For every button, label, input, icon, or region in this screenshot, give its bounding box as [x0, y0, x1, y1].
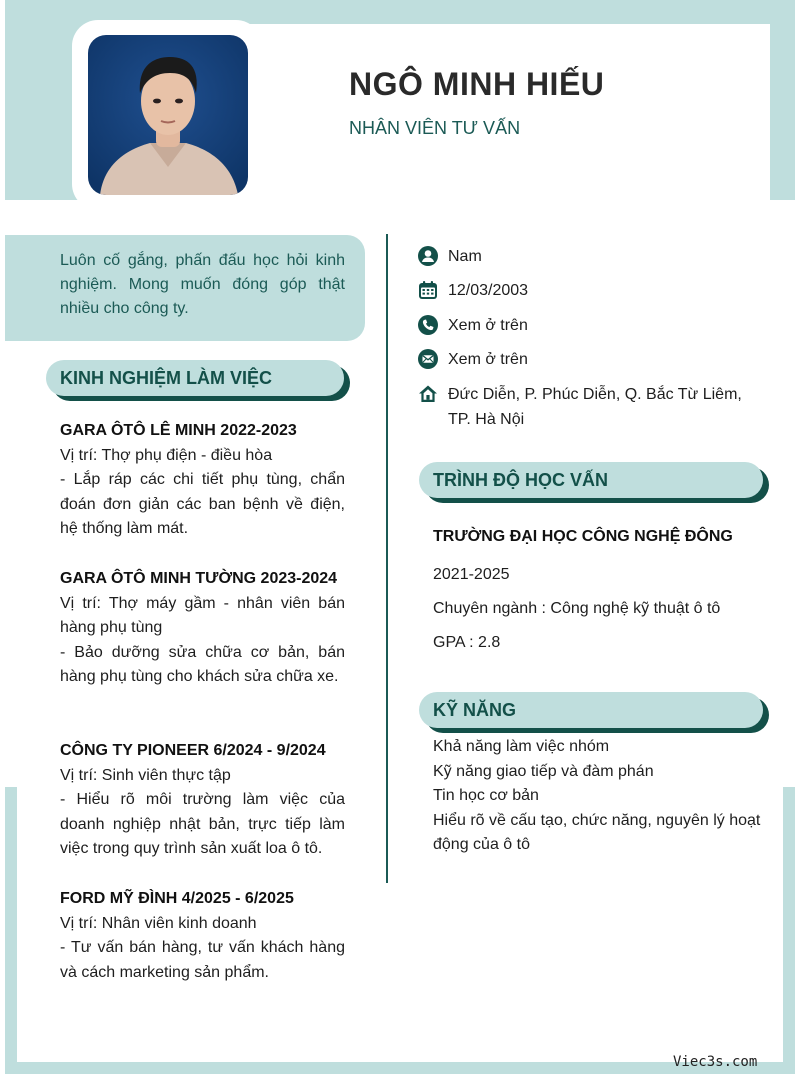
home-icon	[418, 384, 438, 404]
education-gpa: GPA : 2.8	[433, 634, 501, 651]
contact-phone	[418, 313, 748, 338]
experience-title: FORD MỸ ĐÌNH 4/2025 - 6/2025	[60, 890, 294, 907]
skills-heading-label: KỸ NĂNG	[419, 692, 763, 728]
contact-birthdate	[418, 278, 748, 303]
skill-item: Hiểu rõ về cấu tạo, chức năng, nguyên lý hoạt động của ô tô	[433, 811, 761, 853]
column-divider	[386, 234, 388, 883]
education-major: Chuyên ngành : Công nghệ kỹ thuật ô tô	[433, 600, 721, 617]
experience-item	[60, 739, 345, 862]
experience-title: GARA ÔTÔ MINH TƯỜNG 2023-2024	[60, 570, 338, 587]
user-icon	[418, 246, 438, 266]
education-heading-label: TRÌNH ĐỘ HỌC VẤN	[419, 462, 763, 498]
experience-heading-label: KINH NGHIỆM LÀM VIỆC	[46, 360, 344, 396]
birthdate-value: 12/03/2003	[448, 282, 529, 299]
candidate-name: NGÔ MINH HIẾU	[349, 66, 605, 102]
gender-value: Nam	[448, 248, 482, 265]
experience-position: Vị trí: Nhân viên kinh doanh	[60, 914, 257, 932]
experience-title: CÔNG TY PIONEER 6/2024 - 9/2024	[60, 742, 326, 759]
experience-position: Vị trí: Thợ phụ điện - điều hòa	[60, 446, 273, 464]
contact-address	[418, 382, 748, 432]
experience-item	[60, 419, 345, 542]
experience-item	[60, 567, 345, 690]
contact-email	[418, 347, 748, 372]
skill-item: Khả năng làm việc nhóm	[433, 738, 610, 755]
experience-item	[60, 887, 345, 985]
experience-description: - Tư vấn bán hàng, tư vấn khách hàng và cách marketing sản phẩm.	[60, 939, 345, 981]
calendar-icon	[418, 280, 438, 300]
address-value: Đức Diễn, P. Phúc Diễn, Q. Bắc Từ Liêm, TP. Hà Nội	[448, 386, 742, 428]
profile-photo-image	[88, 35, 248, 195]
experience-description: - Hiểu rõ môi trường làm việc của doanh nghiệp nhật bản, trực tiếp làm việc trong quy trình sản xuất loa ô tô.	[60, 791, 345, 857]
email-value: Xem ở trên	[448, 351, 528, 368]
skills-heading	[419, 692, 763, 728]
profile-photo	[88, 35, 248, 195]
career-summary: Luôn cố gắng, phấn đấu học hỏi kinh nghiệm. Mong muốn đóng góp thật nhiều cho công ty.	[5, 235, 365, 341]
skill-item: Tin học cơ bản	[433, 787, 539, 804]
education-heading	[419, 462, 763, 498]
phone-value: Xem ở trên	[448, 317, 528, 334]
experience-position: Vị trí: Sinh viên thực tập	[60, 766, 231, 784]
skill-item: Kỹ năng giao tiếp và đàm phán	[433, 762, 654, 780]
contact-gender	[418, 244, 748, 269]
skills-list	[433, 735, 763, 858]
experience-heading	[46, 360, 344, 396]
watermark: Viec3s.com	[673, 1054, 758, 1070]
header-panel	[240, 24, 770, 200]
experience-title: GARA ÔTÔ LÊ MINH 2022-2023	[60, 422, 297, 439]
experience-description: - Bảo dưỡng sửa chữa cơ bản, bán hàng phụ tùng cho khách sửa chữa xe.	[60, 643, 345, 685]
email-icon	[418, 349, 438, 369]
job-title: NHÂN VIÊN TƯ VẤN	[349, 118, 521, 138]
phone-icon	[418, 315, 438, 335]
education-years: 2021-2025	[433, 566, 510, 583]
education-school: TRƯỜNG ĐẠI HỌC CÔNG NGHỆ ĐÔNG	[433, 528, 733, 545]
experience-description: - Lắp ráp các chi tiết phụ tùng, chẩn đoán đơn giản các ban bệnh về điện, hệ thống làm mát.	[60, 471, 345, 537]
experience-position: Vị trí: Thợ máy gầm - nhân viên bán hàng phụ tùng	[60, 594, 345, 636]
